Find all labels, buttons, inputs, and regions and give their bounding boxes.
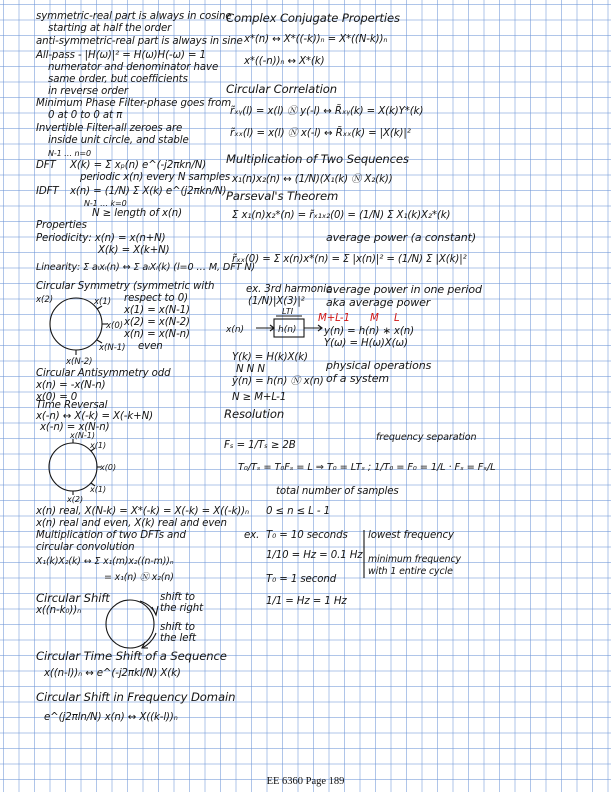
avg-power-note-2: aka average power xyxy=(326,296,431,309)
circle1-label-2: x(0) xyxy=(106,321,124,331)
mult-line-2: circular convolution xyxy=(36,542,135,553)
min-freq-line-1: minimum frequency xyxy=(368,554,461,565)
yk-eq-1: Y(k) = H(k)X(k) xyxy=(232,352,308,363)
periodic-note: periodic x(n) every N samples xyxy=(80,172,231,183)
circle2-label-5: x(2) xyxy=(67,495,84,504)
invertible-line-1: Invertible Filter-all zeroes are xyxy=(36,123,183,134)
cts-equation: x((n-l))ₙ ↔ e^(-j2πkl/N) X(k) xyxy=(44,668,181,679)
yk-eq-2: N N N xyxy=(236,364,265,375)
circular-shift-expr: x((n-k₀))ₙ xyxy=(36,605,82,616)
mlm1-m: M xyxy=(370,313,379,324)
cts-heading: Circular Time Shift of a Sequence xyxy=(36,649,227,663)
circ-sym-eq-3: x(n) = x(N-n) xyxy=(124,329,190,340)
ex-eq-1: T₀ = 10 seconds xyxy=(266,530,348,541)
freq-sep-label: frequency separation xyxy=(376,432,477,443)
shift-left-line-1: shift to xyxy=(160,622,195,633)
mult-eq-1: X₁(k)X₂(k) ↔ Σ x₁(m)x₂((n-m))ₙ xyxy=(36,556,174,567)
cc-heading: Circular Correlation xyxy=(226,82,337,96)
minphase-line-2: 0 at 0 to 0 at π xyxy=(48,110,123,121)
avg-power-label: average power (a constant) xyxy=(326,231,477,244)
mult2-equation: x₁(n)x₂(n) ↔ (1/N)(X₁(k) Ⓝ X₂(k)) xyxy=(232,174,393,185)
circ-sym-line-1: Circular Symmetry (symmetric with xyxy=(36,281,215,292)
circle1-label-4: x(N-2) xyxy=(66,357,93,367)
y-eq-2: Y(ω) = H(ω)X(ω) xyxy=(324,338,408,349)
phys-ops-2: of a system xyxy=(326,372,390,385)
phys-ops-1: physical operations xyxy=(326,359,432,372)
n-range: 0 ≤ n ≤ L - 1 xyxy=(266,506,330,517)
csf-heading: Circular Shift in Frequency Domain xyxy=(36,690,236,704)
parseval-eq-1: Σ x₁(n)x₂*(n) = r̃ₓ₁ₓ₂(0) = (1/N) Σ X₁(k)X₂*(k) xyxy=(232,210,451,221)
circ-sym-eq-1: x(1) = x(N-1) xyxy=(124,305,190,316)
shift-right-line-1: shift to xyxy=(160,592,195,603)
circ-antisym-eq-1: x(n) = -x(N-n) xyxy=(36,380,106,391)
fs-equation: Fₛ = 1/Tₛ ≥ 2B xyxy=(224,440,296,451)
n-ge-mlm1: N ≥ M+L-1 xyxy=(232,392,287,403)
circular-shift-heading: Circular Shift xyxy=(36,591,110,605)
circ-sym-even: even xyxy=(138,341,163,352)
circle1-label-5: x(2) xyxy=(36,295,54,305)
ccp-heading: Complex Conjugate Properties xyxy=(226,11,400,25)
ex-eq-3: T₀ = 1 second xyxy=(266,574,337,585)
csf-equation: e^(j2πln/N) x(n) ↔ X((k-l))ₙ xyxy=(44,712,178,723)
ex-eq-4: 1/1 = Hz = 1 Hz xyxy=(266,596,347,607)
circular-shift-diagram xyxy=(100,593,164,655)
circle1-label-3: x(N-1) xyxy=(99,343,126,353)
lti-label: LTI xyxy=(282,307,294,316)
min-freq-line-2: with 1 entire cycle xyxy=(368,566,453,577)
mult-line-1: Multiplication of two DFTs and xyxy=(36,530,186,541)
avg-power-note-1: average power in one period xyxy=(326,283,482,296)
idft-limits: N-1 … k=0 xyxy=(84,199,127,208)
circle2-label-2: x(1) xyxy=(90,441,107,450)
yk-eq-3: ỹ(n) = h(n) Ⓝ x(n) xyxy=(232,376,324,387)
time-reversal-diagram xyxy=(40,431,117,504)
mult2-heading: Multiplication of Two Sequences xyxy=(226,152,409,166)
harmonic-label: ex. 3rd harmonic xyxy=(246,284,332,295)
xreal-line-2: x(n) real and even, X(k) real and even xyxy=(36,518,227,529)
dft-label: DFT xyxy=(36,160,56,171)
y-eq-1: y(n) = h(n) ∗ x(n) xyxy=(324,326,414,337)
circ-sym-line-2: respect to 0) xyxy=(124,293,188,304)
dft-equation: X(k) = Σ xₚ(n) e^(-j2πkn/N) xyxy=(70,160,207,171)
allpass-line-4: in reverse order xyxy=(48,86,129,97)
linearity-line: Linearity: Σ aₗxₗ(n) ↔ Σ aₗXₗ(k) (l=0 … M, DFT N) xyxy=(36,262,256,273)
lti-system-diagram xyxy=(226,307,330,346)
mlm1-label: M+L-1 xyxy=(318,313,350,324)
allpass-line-1: All-pass - |H(ω)|² = H(ω)H(-ω) = 1 xyxy=(36,50,206,61)
circle2-label-3: x(0) xyxy=(100,463,117,472)
xreal-line-1: x(n) real, X(N-k) = X*(-k) = X(-k) = X((-k))ₙ xyxy=(36,506,249,517)
properties-heading: Properties xyxy=(36,220,87,231)
harmonic-equation: (1/N)|X(3)|² xyxy=(248,296,305,307)
circ-antisym-eq-2: x(0) = 0 xyxy=(36,392,78,403)
total-samples: total number of samples xyxy=(276,486,399,497)
time-reversal-eq-2: x(-n) = x(N-n) xyxy=(40,422,110,433)
periodicity-line-1: Periodicity: x(n) = x(n+N) xyxy=(36,233,166,244)
mlm1-l: L xyxy=(394,313,400,324)
ccp-eq-2: x*((-n))ₙ ↔ X*(k) xyxy=(244,56,325,67)
circ-antisym-heading: Circular Antisymmetry odd xyxy=(36,368,171,379)
lowest-frequency-label: lowest frequency xyxy=(368,530,454,541)
circle2-label-4: x(1) xyxy=(90,485,107,494)
parseval-heading: Parseval's Theorem xyxy=(226,189,339,203)
n-length-note: N ≥ length of x(n) xyxy=(92,208,183,219)
example-label: ex. xyxy=(244,530,260,541)
cc-eq-2: r̃ₓₓ(l) = x(l) Ⓝ x(-l) ↔ R̃ₓₓ(k) = |X(k)|² xyxy=(230,128,411,139)
invertible-line-2: inside unit circle, and stable xyxy=(48,135,189,146)
allpass-line-2: numerator and denominator have xyxy=(48,62,219,73)
circle1-label-1: x(1) xyxy=(94,297,112,307)
antisymmetric-line: anti-symmetric-real part is always in sine xyxy=(36,36,243,47)
shift-right-line-2: the right xyxy=(160,603,203,614)
idft-label: IDFT xyxy=(36,186,59,197)
periodicity-line-2: X(k) = X(k+N) xyxy=(98,245,170,256)
ex-eq-2: 1/10 = Hz = 0.1 Hz xyxy=(266,550,363,561)
dft-limits: N-1 … n=0 xyxy=(48,149,92,158)
shift-left-line-2: the left xyxy=(160,633,196,644)
cc-eq-1: r̃ₓᵧ(l) = x(l) Ⓝ y(-l) ↔ R̃ₓᵧ(k) = X(k)Y*(k) xyxy=(230,106,424,117)
symmetric-line-1: symmetric-real part is always in cosine xyxy=(36,11,232,22)
circle2-label-1: x(N-1) xyxy=(70,431,95,440)
allpass-line-3: same order, but coefficients xyxy=(48,74,188,85)
t0-equation: T₀/Tₛ = T₀Fₛ = L ⇒ T₀ = LTₛ ; 1/T₀ = F₀ = 1/L · Fₛ = Fₛ/L xyxy=(238,462,496,473)
circ-sym-eq-2: x(2) = x(N-2) xyxy=(124,317,190,328)
mult-eq-2: = x₁(n) Ⓝ x₂(n) xyxy=(104,572,174,583)
circular-symmetry-diagram xyxy=(36,290,128,367)
resolution-heading: Resolution xyxy=(224,407,285,421)
idft-equation: x(n) = (1/N) Σ X(k) e^(j2πkn/N) xyxy=(70,186,227,197)
ccp-eq-1: x*(n) ↔ X*((-k))ₙ = X*((N-k))ₙ xyxy=(244,34,388,45)
minphase-line-1: Minimum Phase Filter-phase goes from xyxy=(36,98,232,109)
hn-label: h(n) xyxy=(278,325,297,335)
page-label: EE 6360 Page 189 xyxy=(266,776,345,787)
time-reversal-heading: Time Reversal xyxy=(36,400,108,411)
time-reversal-eq-1: x(-n) ↔ X(-k) = X(-k+N) xyxy=(36,411,154,422)
parseval-eq-2: r̃ₓₓ(0) = Σ x(n)x*(n) = Σ |x(n)|² = (1/N) Σ |X(k)|² xyxy=(232,254,467,265)
symmetric-line-2: starting at half the order xyxy=(48,23,172,34)
xn-label: x(n) xyxy=(226,325,245,335)
